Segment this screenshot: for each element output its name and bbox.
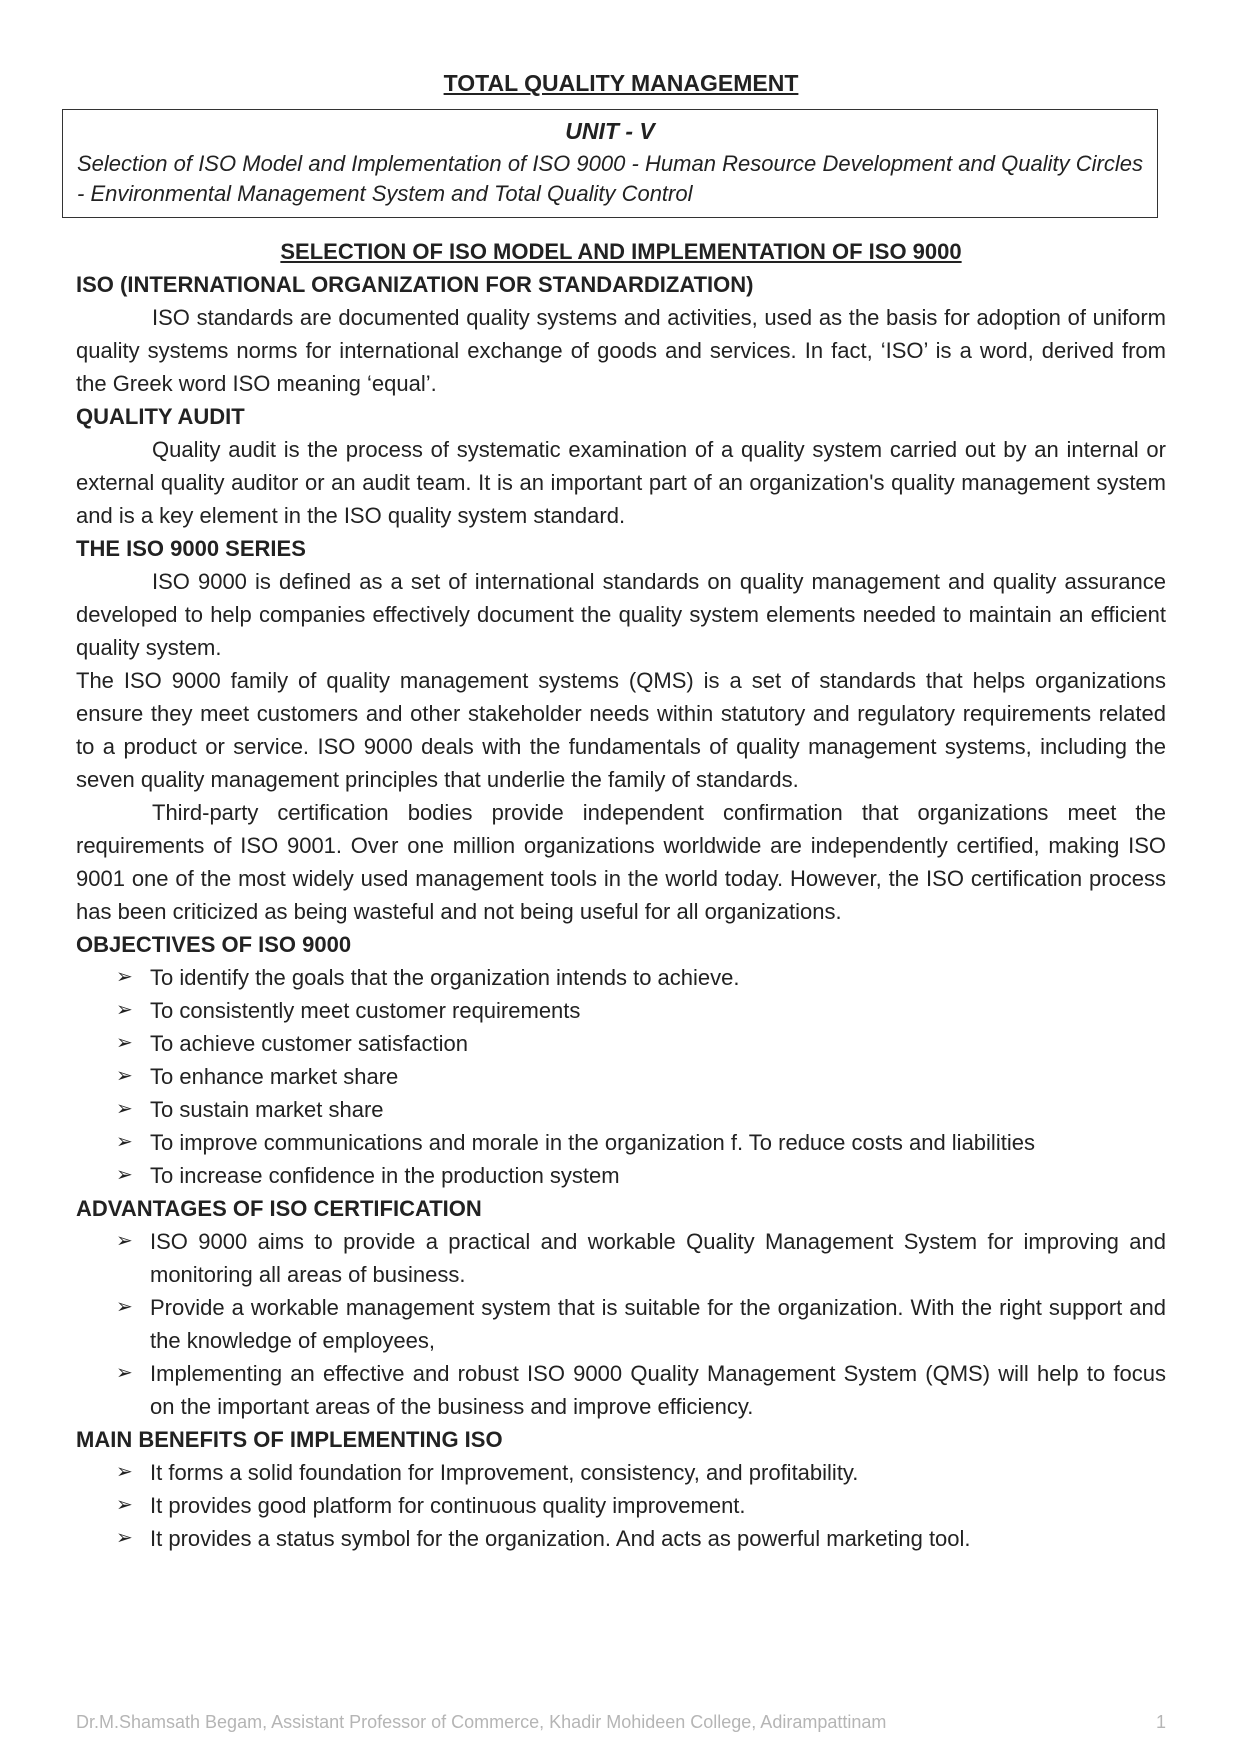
iso-paragraph: ISO standards are documented quality systems and activities, used as the basis for adoption of uniform quality systems norms for international exchange of goods and services. In fact, ‘ISO’ is a word, derived from the Greek word ISO meaning ‘equal’.: [76, 305, 1166, 396]
list-item-text: It forms a solid foundation for Improvement, consistency, and profitability.: [150, 1460, 859, 1485]
list-item-text: ISO 9000 aims to provide a practical and workable Quality Management System for improving and monitoring all areas of business.: [150, 1229, 1166, 1287]
unit-title: UNIT - V: [565, 118, 655, 144]
list-item-text: It provides good platform for continuous quality improvement.: [150, 1493, 746, 1518]
list-item-text: To increase confidence in the production system: [150, 1163, 620, 1188]
list-item: [116, 961, 1166, 994]
list-item-text: To achieve customer satisfaction: [150, 1031, 468, 1056]
arrow-bullet-icon: ➢: [116, 999, 133, 1021]
arrow-bullet-icon: ➢: [116, 1461, 133, 1483]
iso-series-paragraph-3: Third-party certification bodies provide independent confirmation that organizations meet the requirements of ISO 9001. Over one million organizations worldwide are independently certified, making ISO 9001 one of the most widely used management tools in the world today. However, the ISO certification process has been criticized as being wasteful and not being useful for all organizations.: [76, 800, 1166, 924]
list-item-text: To identify the goals that the organization intends to achieve.: [150, 965, 740, 990]
list-item-text: To enhance market share: [150, 1064, 399, 1089]
iso-series-paragraph-1: ISO 9000 is defined as a set of international standards on quality management and quality assurance developed to help companies effectively document the quality system elements needed to maintain an efficient quality system.: [76, 569, 1166, 660]
objectives-list: [76, 961, 1166, 1192]
quality-audit-heading: QUALITY AUDIT: [76, 404, 245, 429]
iso-series-paragraph-2: The ISO 9000 family of quality management systems (QMS) is a set of standards that helps organizations ensure they meet customers and other stakeholder needs within statutory and regulatory requirements related to a product or service. ISO 9000 deals with the fundamentals of quality management systems, including the seven quality management principles that underlie the family of standards.: [76, 668, 1166, 792]
advantages-list: [76, 1225, 1166, 1423]
list-item-text: Provide a workable management system that is suitable for the organization. With the right support and the knowledge of employees,: [150, 1295, 1166, 1353]
iso-series-heading: THE ISO 9000 SERIES: [76, 536, 306, 561]
arrow-bullet-icon: ➢: [116, 1164, 133, 1186]
arrow-bullet-icon: ➢: [116, 1230, 133, 1252]
list-item-text: To sustain market share: [150, 1097, 384, 1122]
benefits-heading: MAIN BENEFITS OF IMPLEMENTING ISO: [76, 1427, 503, 1452]
document-page: [76, 70, 1166, 1555]
list-item: [116, 1126, 1166, 1159]
list-item: [116, 1522, 1166, 1555]
list-item: [116, 1060, 1166, 1093]
iso-heading: ISO (INTERNATIONAL ORGANIZATION FOR STANDARDIZATION): [76, 272, 754, 297]
list-item: [116, 1159, 1166, 1192]
unit-box: [62, 109, 1158, 218]
arrow-bullet-icon: ➢: [116, 1131, 133, 1153]
quality-audit-paragraph: Quality audit is the process of systematic examination of a quality system carried out by an internal or external quality auditor or an audit team. It is an important part of an organization's quality management system and is a key element in the ISO quality system standard.: [76, 437, 1166, 528]
benefits-list: [76, 1456, 1166, 1555]
list-item: [116, 1027, 1166, 1060]
list-item-text: To consistently meet customer requirements: [150, 998, 581, 1023]
list-item: [116, 1093, 1166, 1126]
arrow-bullet-icon: ➢: [116, 1296, 133, 1318]
list-item: [116, 1225, 1166, 1291]
arrow-bullet-icon: ➢: [116, 1032, 133, 1054]
list-item-text: To improve communications and morale in the organization f. To reduce costs and liabilities: [150, 1130, 1035, 1155]
document-title: TOTAL QUALITY MANAGEMENT: [443, 70, 799, 96]
objectives-heading: OBJECTIVES OF ISO 9000: [76, 932, 352, 957]
arrow-bullet-icon: ➢: [116, 1494, 133, 1516]
arrow-bullet-icon: ➢: [116, 966, 133, 988]
page-number: 1: [1155, 1712, 1166, 1732]
list-item-text: It provides a status symbol for the organization. And acts as powerful marketing tool.: [150, 1526, 971, 1551]
list-item-text: Implementing an effective and robust ISO 9000 Quality Management System (QMS) will help to focus on the important areas of the business and improve efficiency.: [150, 1361, 1166, 1419]
arrow-bullet-icon: ➢: [116, 1098, 133, 1120]
list-item: [116, 1456, 1166, 1489]
list-item: [116, 1291, 1166, 1357]
arrow-bullet-icon: ➢: [116, 1362, 133, 1384]
section-title: SELECTION OF ISO MODEL AND IMPLEMENTATION OF ISO 9000: [280, 239, 962, 264]
list-item: [116, 1357, 1166, 1423]
footer-text: Dr.M.Shamsath Begam, Assistant Professor of Commerce, Khadir Mohideen College, Adirampattinam: [76, 1712, 887, 1732]
arrow-bullet-icon: ➢: [116, 1527, 133, 1549]
arrow-bullet-icon: ➢: [116, 1065, 133, 1087]
unit-description: Selection of ISO Model and Implementation of ISO 9000 - Human Resource Development and Quality Circles - Environmental Management System and Total Quality Control: [77, 151, 1143, 206]
list-item: [116, 1489, 1166, 1522]
list-item: [116, 994, 1166, 1027]
advantages-heading: ADVANTAGES OF ISO CERTIFICATION: [76, 1196, 482, 1221]
page-footer: [76, 1712, 1166, 1733]
